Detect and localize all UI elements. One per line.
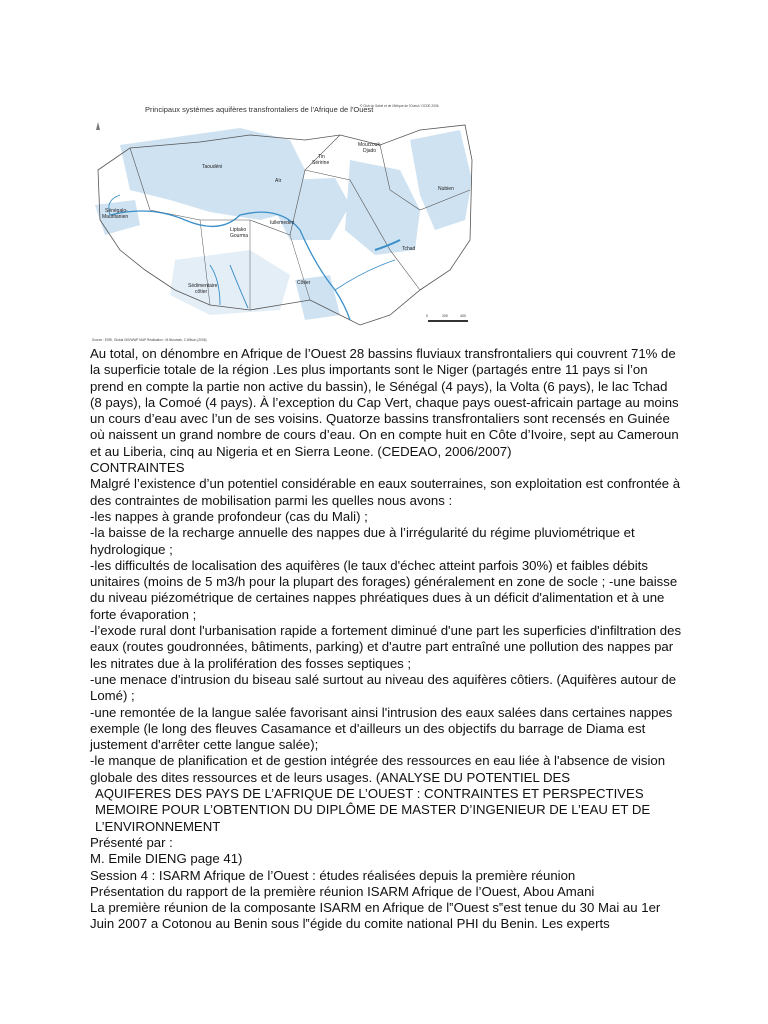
map-title: Principaux systèmes aquifères transfrontaliers de l'Afrique de l'Ouest: [145, 105, 374, 114]
scale-label-0: 0: [426, 314, 428, 318]
citation-author: M. Emile DIENG page 41): [90, 851, 243, 867]
map-label-senegalo-1: Sénégalo-: [105, 208, 128, 214]
list-item-localisation: -les difficultés de localisation des aquifères (le taux d'échec atteint parfois 30%) et faibles débits unitaires (moins de 5 m3/h pour la plupart des forages) généralement en zone de socle ; -une baisse du niveau piézométrique de certaines nappes phréatiques dues à un déficit d'alimentation et à une forte évaporation ;: [90, 557, 678, 622]
scale-label-400: 400: [460, 314, 466, 318]
aquifer-map-graphic: [90, 100, 474, 345]
map-label-mourzouk-1: Mourzouk-: [358, 142, 382, 148]
list-item-exode: -l’exode rural dont l'urbanisation rapide a fortement diminué d'une part les superficies d'infiltration des eaux (routes goudronnées, bâtiments, parking) et d'autre part entraîné une pollution des nappes par les nitrates due à la prolifération des fosses septiques ;: [90, 623, 682, 671]
presentation-line: Présentation du rapport de la première réunion ISARM Afrique de l’Ouest, Abou Amani: [90, 883, 595, 899]
citation-presente: Présenté par :: [90, 834, 173, 850]
citation-title: AQUIFERES DES PAYS DE L’AFRIQUE DE L’OUEST : CONTRAINTES ET PERSPECTIVES: [95, 786, 644, 802]
map-label-liptako-2: Gourma: [230, 233, 249, 239]
map-label-tin-1: Tin: [318, 154, 325, 160]
map-label-iullemeden: Iullemeden: [270, 220, 295, 226]
map-credit: © Club du Sahel et de l'Afrique de l'Ouest / OCDE 2006: [360, 104, 439, 108]
aquifer-map: [90, 100, 474, 345]
map-label-mourzouk-2: Djado: [363, 148, 377, 154]
paragraph-bassins: Au total, on dénombre en Afrique de l’Ouest 28 bassins fluviaux transfrontaliers qui couvrent 71% de la superficie totale de la région .Les plus importants sont le Niger (partagés entre 11 pays si l’on prend en compte la partie non active du bassin), le Sénégal (4 pays), la Volta (6 pays), le lac Tchad (8 pays), la Comoé (4 pays). À l’exception du Cap Vert, chaque pays ouest-africain partage au moins un cours d’eau avec l’un de ses voisins. Quatorze bassins transfrontaliers sont recensés en Guinée où naissent un grand nombre de cours d’eau. On en compte huit en Côte d’Ivoire, sept au Cameroun et au Liberia, cinq au Nigeria et en Sierra Leone. (CEDEAO, 2006/2007): [90, 346, 679, 459]
map-label-cotier: Côtier: [297, 280, 311, 286]
session-heading: Session 4 : ISARM Afrique de l’Ouest : études réalisées depuis la première réunion: [90, 867, 576, 883]
paragraph-reunion: La première réunion de la composante ISARM en Afrique de l‟Ouest s‟est tenue du 30 Mai au 1er Juin 2007 a Cotonou au Benin sous l‟égide du comite national PHI du Benin. Les experts: [90, 900, 661, 932]
map-label-taoudeni: Taoudéni: [202, 164, 223, 170]
heading-contraintes: CONTRAINTES: [90, 460, 185, 476]
list-item-langue-salee: -une remontée de la langue salée favorisant ainsi l'intrusion des eaux salées dans certaines nappes exemple (le long des fleuves Casamance et d'ailleurs un des objectifs du barrage de Diama est justement d'arrêter cette langue salée);: [90, 704, 673, 753]
scale-label-200: 200: [442, 314, 448, 318]
map-label-tchad: Tchad: [402, 246, 416, 252]
map-label-tin-2: Séririne: [312, 160, 330, 166]
map-source: Source : ESRI, Global GIS/WWF MAP Réalisation : M.Nkrumah, C.Wilson (2006): [92, 338, 207, 342]
scale-bar: [428, 320, 468, 322]
citation-memoire: MEMOIRE POUR L’OBTENTION DU DIPLÔME DE MASTER D’INGENIEUR DE L’EAU ET DE L’ENVIRONNEMENT: [95, 802, 651, 834]
map-label-sedimentaire-2: côtier: [195, 289, 208, 295]
list-item-planification: -le manque de planification et de gestion intégrée des ressources en eau liée à l'absence de vision globale des dites ressources et de leurs usages. (ANALYSE DU POTENTIEL DES: [90, 753, 666, 785]
map-label-senegalo-2: Mauritanien: [102, 214, 129, 220]
list-item-recharge: -la baisse de la recharge annuelle des nappes due à l’irrégularité du régime pluviométrique et hydrologique ;: [90, 525, 635, 557]
map-label-liptako-1: Liptako: [230, 227, 247, 233]
paragraph-contraintes-intro: Malgré l’existence d’un potentiel considérable en eaux souterraines, son exploitation est confrontée à des contraintes de mobilisation parmi les quelles nous avons :: [90, 476, 681, 508]
map-label-nubien: Nubien: [438, 186, 454, 192]
list-item-biseau-sale: -une menace d'intrusion du biseau salé surtout au niveau des aquifères côtiers. (Aquifères autour de Lomé) ;: [90, 671, 677, 704]
document-body: [90, 346, 682, 933]
map-label-sedimentaire-1: Sédimentaire: [188, 283, 218, 289]
map-label-air: Aïr: [275, 178, 282, 184]
list-item-nappes: -les nappes à grande profondeur (cas du Mali) ;: [90, 508, 368, 524]
